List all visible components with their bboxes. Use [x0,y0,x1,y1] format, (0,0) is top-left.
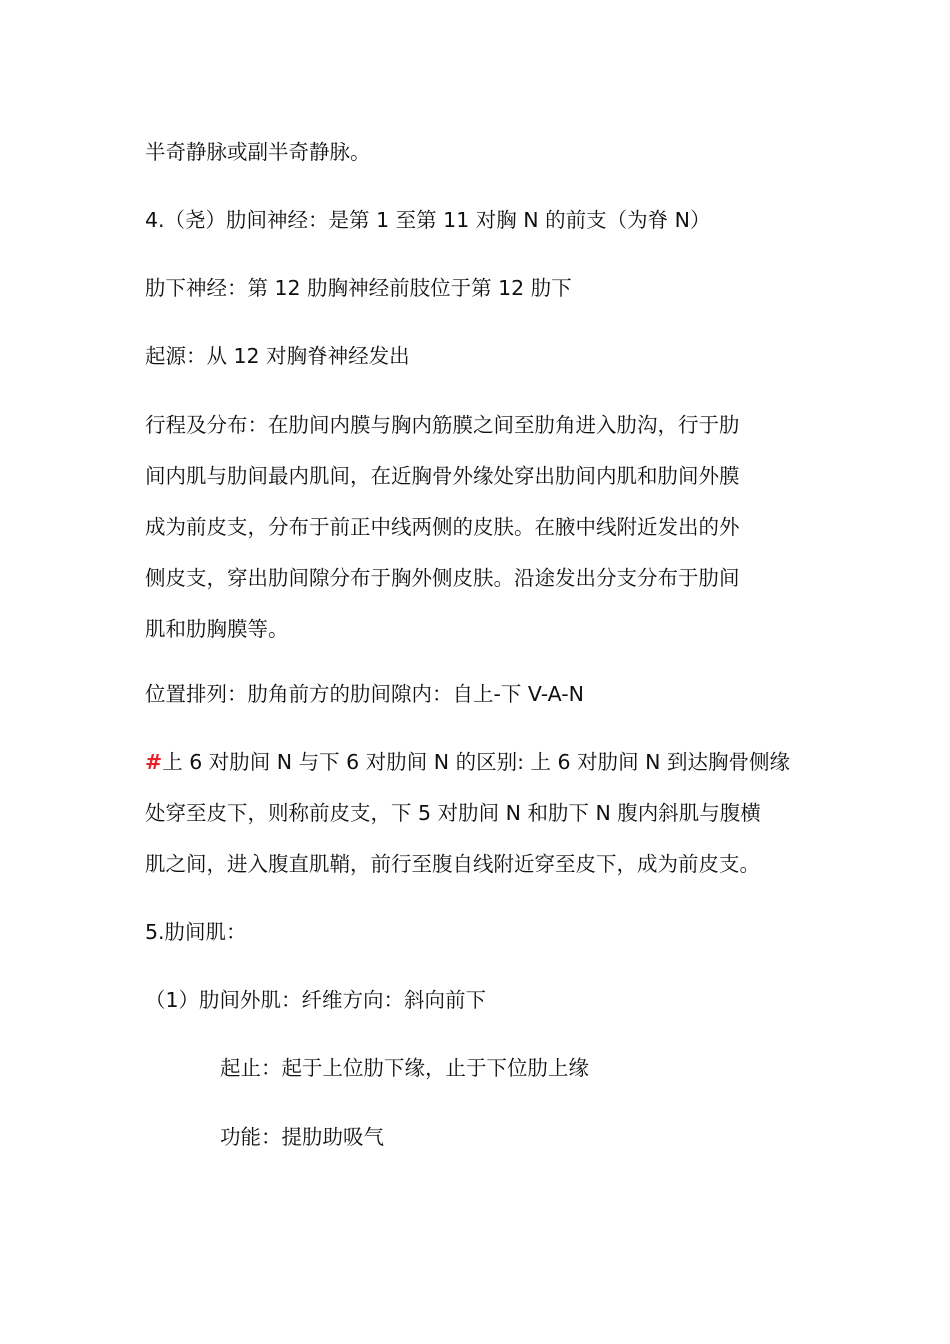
text-line-attachment: 起止：起于上位肋下缘，止于下位肋上缘 [220,1056,589,1080]
paragraph-line-text: 上 6 对肋间 N 与下 6 对肋间 N 的区别: 上 6 对肋间 N 到达胸骨侧缘 [162,750,790,774]
text-line-external-intercostal: （1）肋间外肌：纤维方向：斜向前下 [145,988,487,1012]
paragraph-difference [145,737,815,890]
paragraph-line: 成为前皮支，分布于前正中线两侧的皮肤。在腋中线附近发出的外 [145,515,740,539]
text-line-origin: 起源：从 12 对胸脊神经发出 [145,344,410,368]
paragraph-line: 行程及分布：在肋间内膜与胸内筋膜之间至肋角进入肋沟，行于肋 [145,413,740,437]
hash-marker: # [145,750,163,774]
paragraph-line: 肌和肋胸膜等。 [145,617,289,641]
paragraph-line: 侧皮支，穿出肋间隙分布于胸外侧皮肤。沿途发出分支分布于肋间 [145,566,740,590]
text-line-function: 功能：提肋助吸气 [220,1125,384,1149]
paragraph-line [145,737,815,788]
text-line-hemiazygos: 半奇静脉或副半奇静脉。 [145,140,371,164]
heading-intercostal-nerve: 4.（尧）肋间神经：是第 1 至第 11 对胸 N 的前支（为脊 N） [145,208,711,232]
text-line-subcostal-nerve: 肋下神经：第 12 肋胸神经前肢位于第 12 肋下 [145,276,572,300]
paragraph-course-distribution [145,400,815,655]
paragraph-line: 间内肌与肋间最内肌间，在近胸骨外缘处穿出肋间内肌和肋间外膜 [145,464,740,488]
paragraph-line: 处穿至皮下，则称前皮支，下 5 对肋间 N 和肋下 N 腹内斜肌与腹横 [145,801,761,825]
paragraph-line: 肌之间，进入腹直肌鞘，前行至腹自线附近穿至皮下，成为前皮支。 [145,852,760,876]
text-line-arrangement: 位置排列：肋角前方的肋间隙内：自上-下 V-A-N [145,682,584,706]
heading-intercostal-muscles: 5.肋间肌： [145,920,247,944]
